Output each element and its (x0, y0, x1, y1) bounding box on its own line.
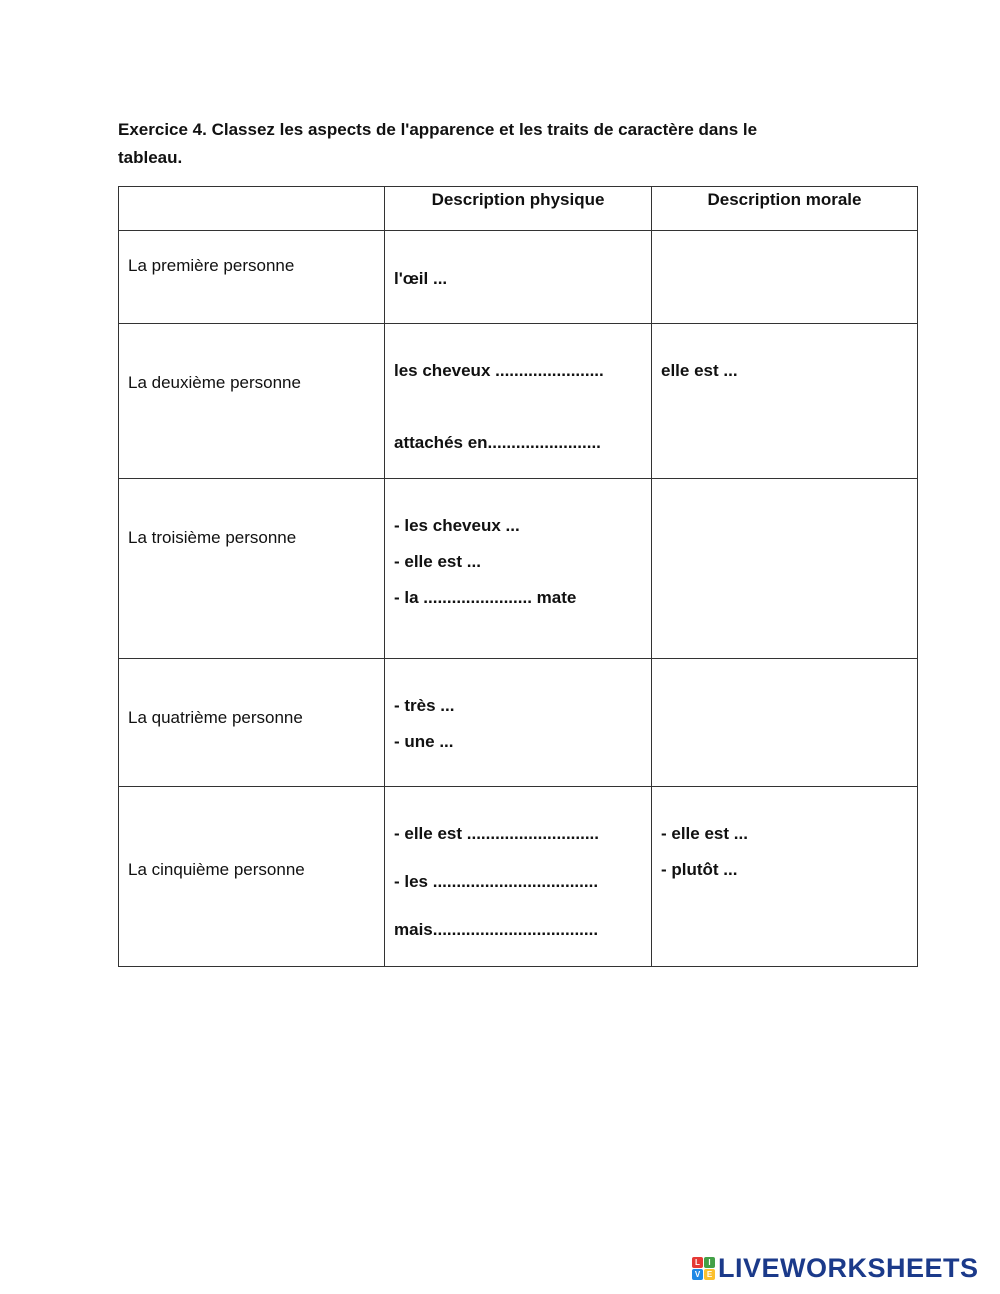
row-label-cell (119, 479, 385, 659)
exercise-title-line2: tableau. (118, 148, 183, 167)
physique-line: l'œil ... (394, 269, 448, 288)
morale-cell[interactable] (652, 659, 918, 787)
header-physique: Description physique (385, 187, 652, 231)
morale-cell[interactable] (652, 231, 918, 324)
row-label-cell (119, 324, 385, 479)
physique-cell[interactable] (385, 479, 652, 659)
morale-cell[interactable] (652, 324, 918, 479)
physique-cell[interactable] (385, 231, 652, 324)
classification-table (118, 186, 918, 967)
row-label: La cinquième personne (128, 860, 305, 879)
morale-line: elle est ... (661, 361, 738, 380)
logo-letter: E (704, 1269, 715, 1280)
physique-line: attachés en........................ (394, 433, 601, 452)
row-label: La première personne (128, 256, 295, 275)
header-morale: Description morale (652, 187, 918, 231)
table-row (119, 787, 918, 967)
physique-line: - très ... (394, 696, 455, 715)
liveworksheets-logo-icon (692, 1257, 715, 1280)
physique-cell[interactable] (385, 787, 652, 967)
morale-cell[interactable] (652, 479, 918, 659)
row-label-cell (119, 231, 385, 324)
physique-line: - les ................................... (394, 872, 599, 891)
header-empty (119, 187, 385, 231)
physique-line: - elle est ... (394, 552, 481, 571)
physique-line: les cheveux ....................... (394, 361, 604, 380)
physique-line: mais................................... (394, 920, 599, 939)
morale-line: - elle est ... (661, 824, 748, 843)
row-label: La deuxième personne (128, 373, 301, 392)
table-row (119, 479, 918, 659)
physique-line: - les cheveux ... (394, 516, 520, 535)
logo-letter: V (692, 1269, 703, 1280)
table-row (119, 659, 918, 787)
table-row (119, 324, 918, 479)
physique-cell[interactable] (385, 324, 652, 479)
row-label-cell (119, 787, 385, 967)
exercise-title-line1: Exercice 4. Classez les aspects de l'apparence et les traits de caractère dans le (118, 120, 758, 139)
logo-letter: I (704, 1257, 715, 1268)
logo-letter: L (692, 1257, 703, 1268)
exercise-title (118, 116, 878, 172)
row-label: La troisième personne (128, 528, 297, 547)
physique-line: - la ....................... mate (394, 588, 577, 607)
liveworksheets-wordmark: LIVEWORKSHEETS (718, 1252, 979, 1283)
physique-line: - une ... (394, 732, 454, 751)
table-row (119, 231, 918, 324)
morale-cell[interactable] (652, 787, 918, 967)
physique-cell[interactable] (385, 659, 652, 787)
liveworksheets-brand (692, 1252, 979, 1284)
row-label-cell (119, 659, 385, 787)
table-header-row (119, 187, 918, 231)
row-label: La quatrième personne (128, 708, 303, 727)
morale-line: - plutôt ... (661, 860, 738, 879)
physique-line: - elle est ............................ (394, 824, 600, 843)
